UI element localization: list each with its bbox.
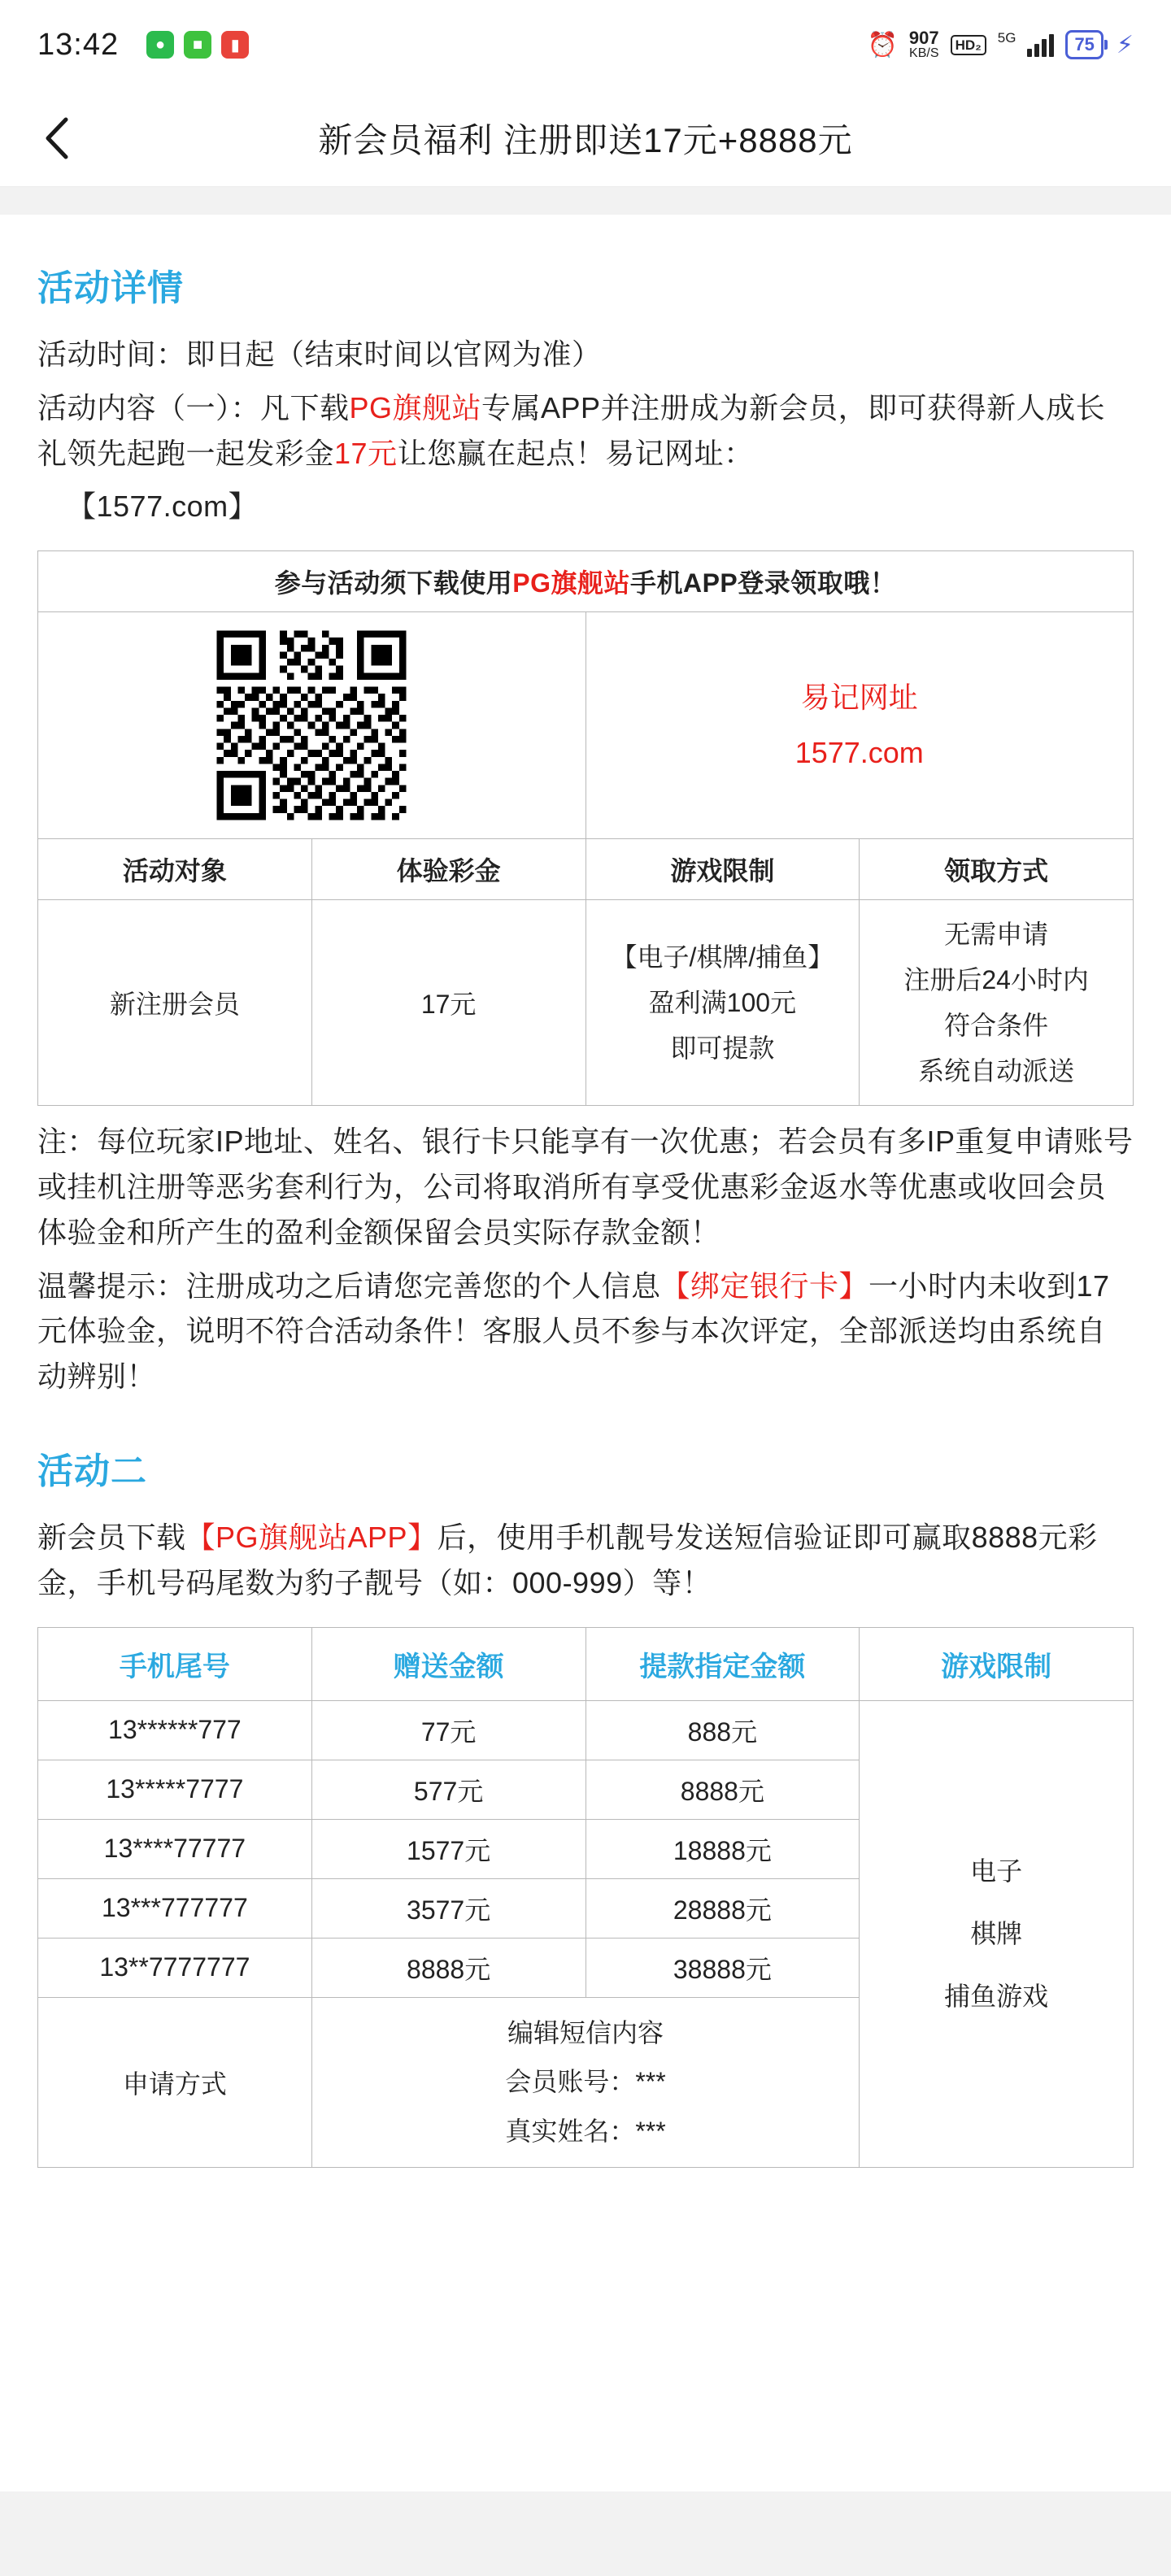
apply-line-1: 会员账号：*** [505,2067,666,2097]
terms-note: 注：每位玩家IP地址、姓名、银行卡只能享有一次优惠；若会员有多IP重复申请账号或挂机注册等恶劣套利行为，公司将取消所有享受优惠彩金返水等优惠或收回会员体验金和所产生的盈利金额保留会员实际存款金额！ [37,1125,1134,1249]
promo-game-limit-2: 即可提款 [670,1033,775,1064]
promo-game-limit [586,900,860,1106]
green-app-icon: ■ [184,31,211,59]
promo-table-header-row [38,839,1134,900]
battery-indicator: 75 [1065,30,1103,59]
withdraw-amount-0: 888元 [586,1700,860,1760]
withdraw-amount-4: 38888元 [586,1938,860,1997]
activity2-brand: 【PG旗舰站APP】 [185,1520,437,1554]
brand-name-1: PG旗舰站 [349,390,482,424]
activity2-header-3: 游戏限制 [860,1627,1134,1700]
promo-method-0: 无需申请 [944,920,1049,950]
back-button[interactable] [33,114,81,163]
alarm-icon: ⏰ [867,31,898,59]
activity-time-line: 活动时间：即日起（结束时间以官网为准） [37,337,602,371]
gift-amount-4: 8888元 [311,1938,586,1997]
chevron-left-icon [43,115,71,161]
qr-cell [38,612,586,839]
phone-tail-1: 13*****7777 [38,1760,312,1819]
section-heading-activity2: 活动二 [37,1451,147,1491]
red-app-icon: ▮ [221,31,249,59]
activity-content-line [37,385,1134,476]
activity-content-part1: 活动内容（一）：凡下载 [37,390,350,424]
qr-row [38,612,1134,839]
activity2-desc-post: 后，使用手机靓号发送短信验证即可赢取8888元彩金，手机号码尾数为豹子靓号（如：000-999）等！ [37,1520,1098,1599]
promo-method-1: 注册后24小时内 [903,965,1089,995]
promo-table-row [38,900,1134,1106]
network-type-label: 5G [997,30,1016,46]
site-link[interactable]: 【1577.com】 [67,490,259,524]
game-limit-2: 捕鱼游戏 [944,1981,1049,2011]
bonus-amount-1: 17元 [334,436,398,470]
bind-bank-card-highlight: 【绑定银行卡】 [660,1268,869,1303]
warm-tip-post: 一小时内未收到17元体验金，说明不符合活动条件！客服人员不参与本次评定，全部派送均由系统自动辨别！ [37,1268,1110,1394]
promo-header-2: 游戏限制 [586,839,860,900]
promo-header-3: 领取方式 [860,839,1134,900]
game-limit-1: 棋牌 [970,1918,1023,1948]
title-bar [0,89,1171,187]
promo-target: 新注册会员 [38,900,312,1106]
promo-banner-row [38,551,1134,612]
phone-tail-4: 13**7777777 [38,1938,312,1997]
page-title: 新会员福利 注册即送17元+8888元 [318,120,853,159]
game-limit-0: 电子 [970,1856,1023,1886]
withdraw-amount-3: 28888元 [586,1878,860,1938]
qr-side-cell [586,612,1134,839]
promo-table [37,550,1134,1106]
banner-text-pre: 参与活动须下载使用 [274,568,513,598]
bolt-icon: ⚡ [1116,31,1134,59]
activity2-header-row [38,1627,1134,1700]
table-row [38,1700,1134,1760]
promo-method-2: 符合条件 [944,1011,1049,1041]
phone-tail-3: 13***777777 [38,1878,312,1938]
network-speed-value: 907 [908,28,939,48]
activity2-header-0: 手机尾号 [38,1627,312,1700]
promo-method-3: 系统自动派送 [918,1056,1075,1086]
section-heading-details: 活动详情 [37,268,184,308]
activity2-game-limit [860,1700,1134,2167]
promo-banner [38,551,1134,612]
apply-instructions [311,1997,860,2167]
activity2-table [37,1627,1134,2168]
apply-line-0: 编辑短信内容 [507,2017,664,2047]
activity2-desc-pre: 新会员下载 [37,1520,186,1554]
content-card [0,215,1171,2491]
signal-bars-icon [1027,33,1054,57]
promo-game-limit-1: 盈利满100元 [648,988,797,1018]
status-bar-left [37,28,249,63]
withdraw-amount-2: 18888元 [586,1819,860,1878]
phone-tail-2: 13****77777 [38,1819,312,1878]
side-site: 1577.com [794,736,924,770]
warm-tip-pre: 温馨提示：注册成功之后请您完善您的个人信息 [37,1268,661,1303]
activity2-desc [37,1515,1134,1606]
promo-header-0: 活动对象 [38,839,312,900]
withdraw-amount-1: 8888元 [586,1760,860,1819]
promo-game-limit-0: 【电子/棋牌/捕鱼】 [611,942,834,973]
network-speed [909,29,939,60]
banner-brand: PG旗舰站 [512,568,630,598]
warm-tip [37,1264,1134,1399]
apply-label: 申请方式 [38,1997,312,2167]
gift-amount-0: 77元 [311,1700,586,1760]
promo-method [860,900,1134,1106]
activity2-header-2: 提款指定金额 [586,1627,860,1700]
hd-icon: HD₂ [951,35,986,55]
promo-bonus: 17元 [311,900,586,1106]
phone-tail-0: 13******777 [38,1700,312,1760]
status-bar-right [868,29,1134,60]
side-title: 易记网址 [800,680,918,714]
wechat-icon: ● [146,31,174,59]
activity2-header-1: 赠送金额 [311,1627,586,1700]
banner-text-post: 手机APP登录领取哦！ [629,568,897,598]
network-speed-unit: KB/S [909,46,939,60]
status-time: 13:42 [37,27,120,62]
qr-code-icon [177,624,446,827]
activity-content-part2: 专属APP并注册成为新会员，即可获得新人成长礼领先起跑一起发彩金 [37,390,1106,470]
apply-line-2: 真实姓名：*** [505,2117,666,2147]
promo-header-1: 体验彩金 [311,839,586,900]
gift-amount-1: 577元 [311,1760,586,1819]
status-bar [0,0,1171,89]
gift-amount-2: 1577元 [311,1819,586,1878]
activity-content-part3: 让您赢在起点！易记网址： [397,436,754,470]
gift-amount-3: 3577元 [311,1878,586,1938]
status-app-icons [146,31,249,59]
